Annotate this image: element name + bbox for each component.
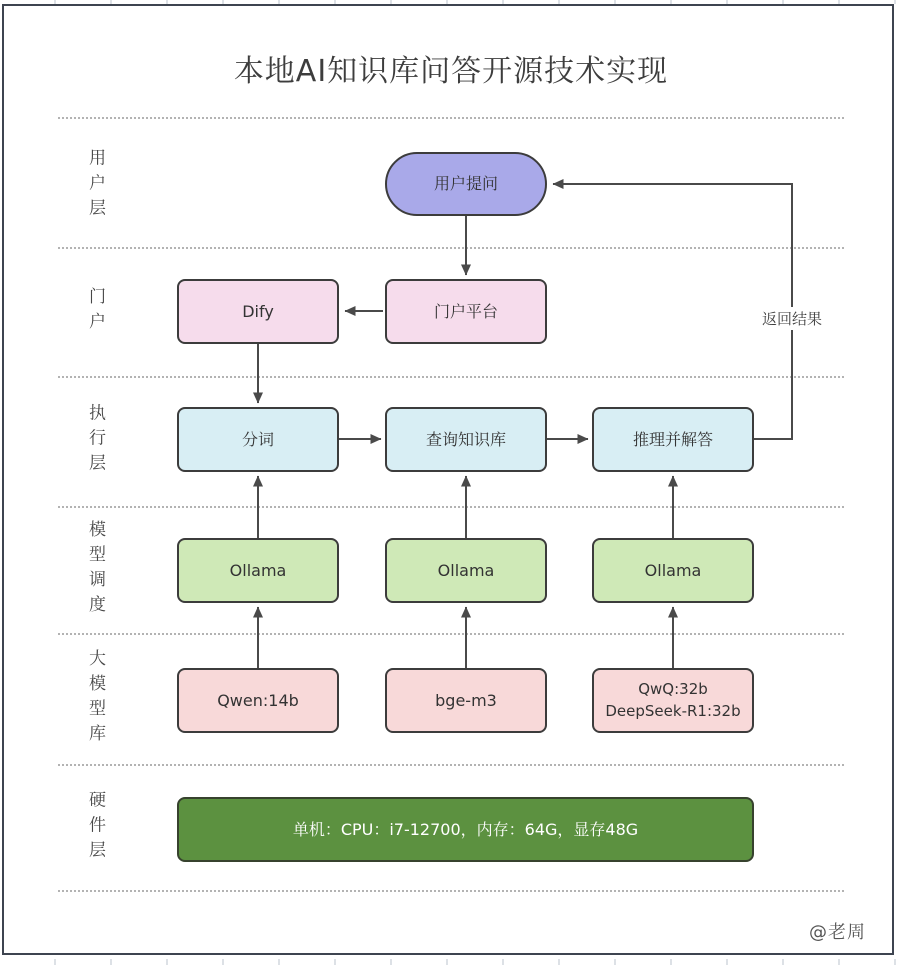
node-portal-platform-label: 门户平台 [433,301,498,321]
layer-separator [58,633,844,635]
node-qwq-deepseek [592,668,754,733]
node-ollama-2-label: Ollama [437,560,495,580]
node-qwen [177,668,339,733]
layer-separator [58,117,844,119]
layer-separator [58,247,844,249]
node-portal-platform [385,279,547,344]
node-ollama-1 [177,538,339,603]
node-qwen-label: Qwen:14b [217,690,299,710]
node-reason-answer [592,407,754,472]
node-tokenize-label: 分词 [241,429,274,449]
node-bge-label: bge-m3 [435,690,497,710]
node-ollama-2 [385,538,547,603]
node-query-kb-label: 查询知识库 [425,429,506,449]
node-dify-label: Dify [242,301,274,321]
layer-label-hw: 硬件层 [85,790,105,866]
layer-separator [58,764,844,766]
node-ollama-3-label: Ollama [644,560,702,580]
layer-label-sched: 模型调度 [85,520,105,620]
node-user-question [385,152,547,216]
layer-label-portal: 门户 [85,287,105,337]
node-ollama-3 [592,538,754,603]
node-qwq-line1: QwQ:32b [638,679,708,698]
node-bge [385,668,547,733]
node-qwq-line2: DeepSeek-R1:32b [605,701,741,720]
node-dify [177,279,339,344]
node-hardware [177,797,754,862]
node-tokenize [177,407,339,472]
node-ollama-1-label: Ollama [229,560,287,580]
return-result-label: 返回结果 [759,307,825,330]
node-reason-answer-label: 推理并解答 [632,429,713,449]
edge-reason-return-to-userquestion [553,184,792,439]
node-query-kb [385,407,547,472]
diagram-frame [2,4,894,955]
node-hardware-label: 单机：CPU：i7-12700，内存：64G，显存48G [292,819,639,839]
layer-separator [58,506,844,508]
node-user-question-label: 用户提问 [433,174,498,194]
page-title: 本地AI知识库问答开源技术实现 [233,54,669,89]
layer-separator [58,376,844,378]
layer-label-models: 大模型库 [85,649,105,749]
watermark: @老周 [809,922,866,943]
layer-label-exec: 执行层 [85,403,105,479]
layer-separator [58,890,844,892]
layer-label-user: 用户层 [85,148,105,224]
